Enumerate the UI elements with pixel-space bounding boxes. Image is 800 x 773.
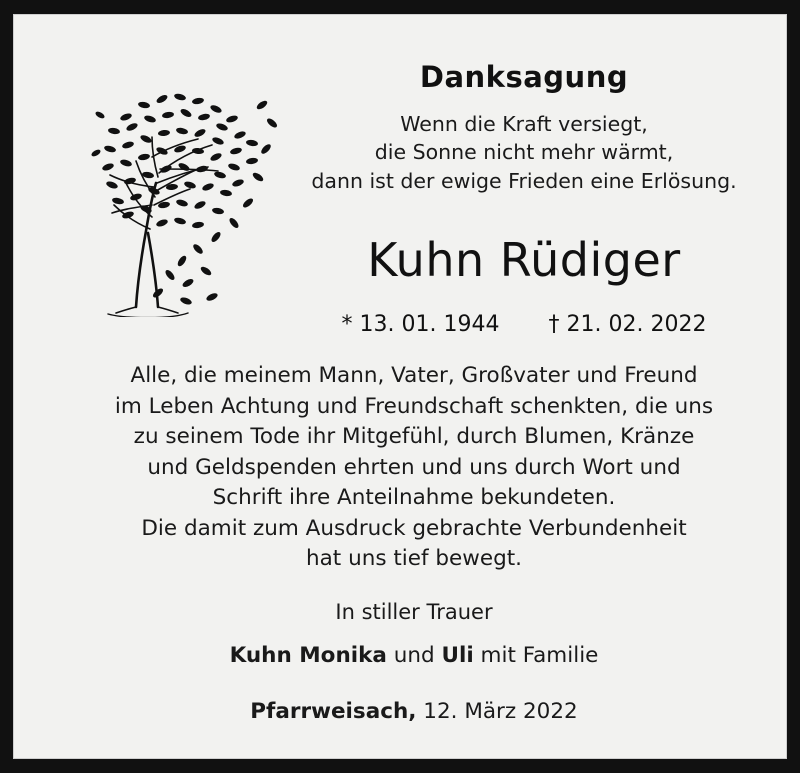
body-line: hat uns tief bewegt. [306, 546, 522, 572]
obituary-card [13, 14, 787, 759]
mourner-suffix: mit Familie [473, 643, 599, 668]
place-and-date [44, 699, 784, 724]
death-date: † 21. 02. 2022 [548, 312, 707, 337]
page-title: Danksagung [419, 60, 629, 94]
body-line: Die damit zum Ausdruck gebrachte Verbundenheit [141, 515, 687, 541]
verse-line: dann ist der ewige Frieden eine Erlösung. [311, 168, 737, 193]
thank-you-text [44, 361, 784, 575]
deceased-name: Kuhn Rüdiger [367, 233, 681, 287]
notice-header [284, 60, 764, 195]
tree-illustration [66, 57, 296, 317]
body-line: im Leben Achtung und Freundschaft schenkten, die uns [114, 393, 714, 419]
verse-block [284, 110, 764, 195]
mourner-conjunction: und [386, 643, 442, 668]
birth-date: * 13. 01. 1944 [341, 312, 500, 337]
mourner-name-primary: Kuhn Monika [229, 643, 387, 668]
body-line: und Geldspenden ehrten und uns durch Wort und [147, 454, 681, 480]
mourner-names [44, 643, 784, 668]
verse-line: die Sonne nicht mehr wärmt, [374, 140, 674, 165]
verse-line: Wenn die Kraft versiegt, [400, 112, 648, 136]
body-line: Alle, die meinem Mann, Vater, Großvater und Freund [130, 363, 698, 388]
body-line: Schrift ihre Anteilnahme bekundeten. [212, 485, 616, 511]
body-line: zu seinem Tode ihr Mitgefühl, durch Blumen, Kränze [133, 424, 695, 450]
mourner-name-secondary: Uli [441, 643, 474, 668]
life-dates [274, 312, 774, 337]
place-name: Pfarrweisach, [250, 699, 417, 724]
mourning-intro: In stiller Trauer [335, 600, 493, 624]
notice-date: 12. März 2022 [416, 699, 578, 724]
